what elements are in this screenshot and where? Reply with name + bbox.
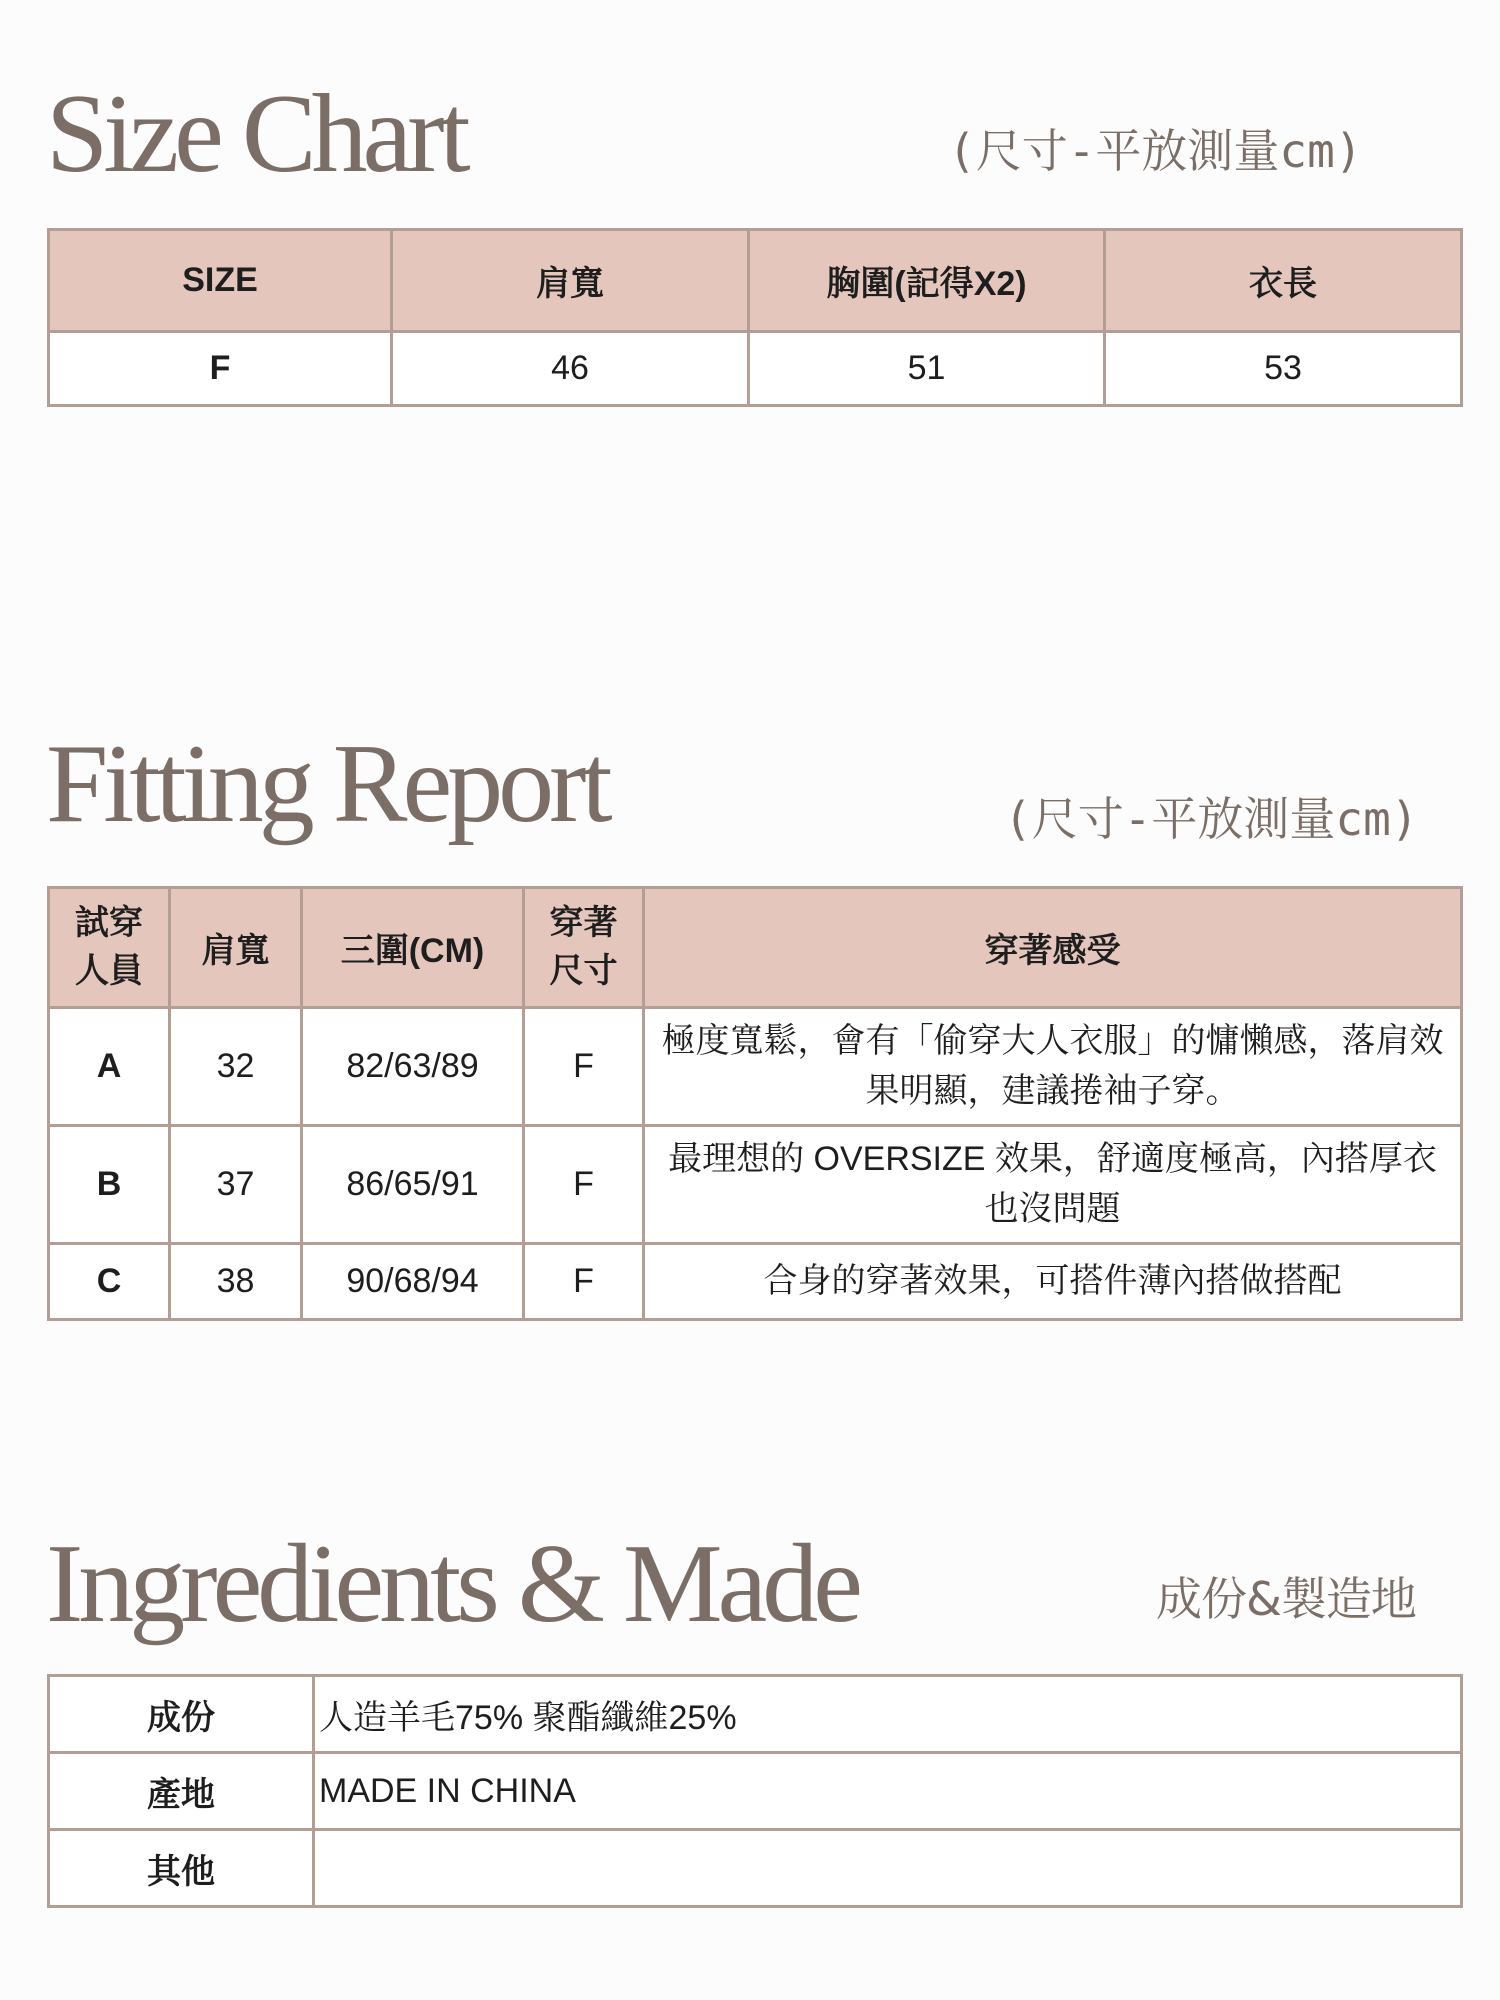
- cell-shoulder: 37: [170, 1126, 302, 1244]
- table-row: [49, 1126, 1462, 1244]
- table-row: [49, 332, 1462, 406]
- cell-tester: A: [49, 1008, 170, 1126]
- header-shoulder: 肩寬: [170, 888, 302, 1008]
- cell-wear-size: F: [524, 1008, 644, 1126]
- cell-shoulder: 38: [170, 1244, 302, 1320]
- fitting-report-note: (尺寸-平放測量cm): [1004, 792, 1419, 846]
- cell-wear-size: F: [524, 1126, 644, 1244]
- header-tester: [49, 888, 170, 1008]
- cell-wear-size: F: [524, 1244, 644, 1320]
- cell-size: F: [49, 332, 392, 406]
- label-material: 成份: [49, 1676, 314, 1753]
- size-chart-table: [47, 228, 1463, 407]
- cell-measurements: 90/68/94: [302, 1244, 524, 1320]
- table-row: [49, 1008, 1462, 1126]
- header-measurements: 三圍(CM): [302, 888, 524, 1008]
- cell-feeling: 最理想的 OVERSIZE 效果，舒適度極高，內搭厚衣也沒問題: [644, 1126, 1462, 1244]
- header-size-line2: 尺寸: [549, 951, 618, 990]
- ingredients-note: 成份&製造地: [1156, 1572, 1416, 1626]
- header-size-line1: 穿著: [549, 903, 618, 942]
- header-tester-line1: 試穿: [75, 903, 143, 942]
- table-row: [49, 1830, 1462, 1907]
- table-row: [49, 1753, 1462, 1830]
- cell-length: 53: [1105, 332, 1462, 406]
- value-other: [314, 1830, 1462, 1907]
- header-shoulder: 肩寬: [392, 230, 749, 332]
- value-material: 人造羊毛75% 聚酯纖維25%: [314, 1676, 1462, 1753]
- table-row: [49, 1676, 1462, 1753]
- header-size: SIZE: [49, 230, 392, 332]
- fitting-report-table: [47, 886, 1463, 1321]
- cell-shoulder: 32: [170, 1008, 302, 1126]
- cell-shoulder: 46: [392, 332, 749, 406]
- ingredients-title: Ingredients & Made: [46, 1522, 858, 1646]
- header-tester-line2: 人員: [75, 951, 143, 990]
- cell-measurements: 86/65/91: [302, 1126, 524, 1244]
- table-row: [49, 1244, 1462, 1320]
- header-feeling: 穿著感受: [644, 888, 1462, 1008]
- cell-chest: 51: [749, 332, 1105, 406]
- cell-tester: B: [49, 1126, 170, 1244]
- label-other: 其他: [49, 1830, 314, 1907]
- table-header-row: [49, 888, 1462, 1008]
- ingredients-table: [47, 1674, 1463, 1908]
- label-origin: 產地: [49, 1753, 314, 1830]
- size-chart-note: (尺寸-平放測量cm): [948, 124, 1363, 178]
- table-header-row: [49, 230, 1462, 332]
- header-length: 衣長: [1105, 230, 1462, 332]
- cell-measurements: 82/63/89: [302, 1008, 524, 1126]
- fitting-report-title: Fitting Report: [46, 722, 608, 846]
- cell-feeling: 極度寬鬆，會有「偷穿大人衣服」的慵懶感，落肩效果明顯，建議捲袖子穿。: [644, 1008, 1462, 1126]
- value-origin: MADE IN CHINA: [314, 1753, 1462, 1830]
- cell-tester: C: [49, 1244, 170, 1320]
- header-wear-size: [524, 888, 644, 1008]
- header-chest: 胸圍(記得X2): [749, 230, 1105, 332]
- size-chart-title: Size Chart: [46, 72, 466, 196]
- cell-feeling: 合身的穿著效果，可搭件薄內搭做搭配: [644, 1244, 1462, 1320]
